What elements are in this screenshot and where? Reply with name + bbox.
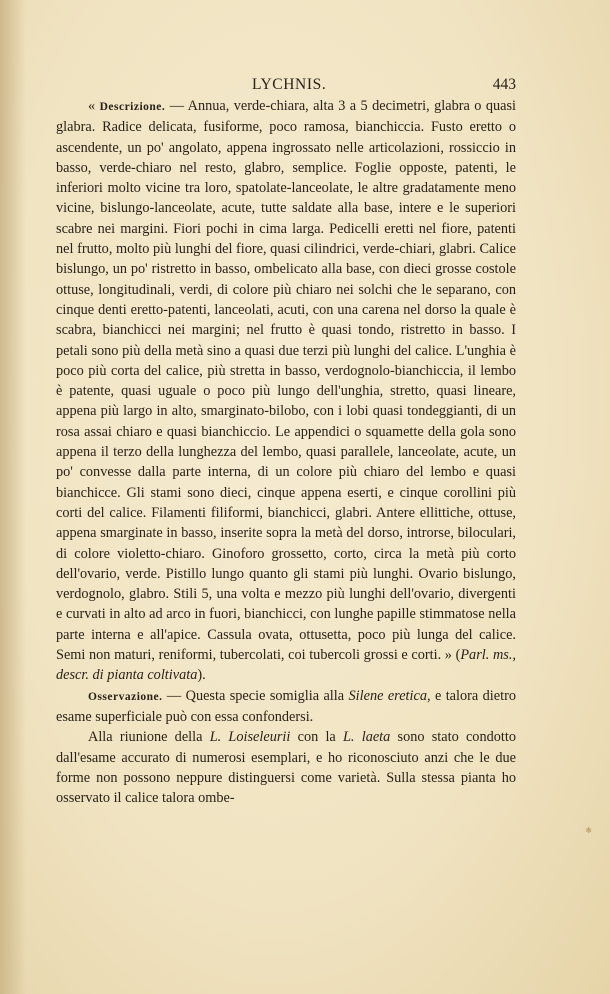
running-title: LYCHNIS. <box>252 76 327 93</box>
description-paragraph <box>56 96 516 686</box>
page-gutter-shadow <box>0 0 26 994</box>
open-quote: « <box>88 98 100 114</box>
remarks-text-1: Alla riunione della <box>88 729 210 746</box>
remarks-text-2: con la <box>290 729 343 746</box>
citation: Parl. ms., descr. di pianta coltivata <box>56 647 516 684</box>
ink-stain-mark: ✱ <box>585 826 592 835</box>
page-number: 443 <box>492 76 516 93</box>
observation-text-1: — Questa specie somiglia alla <box>162 687 349 704</box>
observation-paragraph <box>56 686 516 728</box>
observation-species: Silene eretica <box>348 687 427 704</box>
page-header <box>56 76 516 96</box>
observation-text-2: , e talora dietro esame superficiale può con essa confondersi. <box>56 687 516 725</box>
body-text <box>56 96 516 808</box>
observation-label: Osservazione. <box>88 690 163 703</box>
description-text: — Annua, verde-chiara, alta 3 a 5 decimetri, glabra o quasi glabra. Radice delicata, fusiforme, poco ramosa, bianchiccia. Fusto eretto o ascendente, un po' angolato, appena ingrossato nelle articolazioni, rossiccio in basso, verde-chiaro nel resto, glabro, semplice. Foglie opposte, patenti, le inferiori molto vicine tra loro, spatolate-lanceolate, le altre gradatamente meno vicine, bislungo-lanceolate, acute, tutte saldate alla base, intere e le superiori scabre nei margini. Fiori pochi in cima larga. Pedicelli eretti nel fiore, patenti nel frutto, molto più lunghi del fiore, quasi cilindrici, verde-chiari, glabri. Calice bislungo, un po' ristretto in basso, ombelicato alla base, con dieci grosse costole ottuse, longitudinali, verdi, di colore più chiaro nei solchi che le separano, con cinque denti eretto-patenti, lanceolati, acuti, con una carena nel dorso la quale è scabra, bianchicci nei margini; nel frutto è quasi tondo, ristretto in basso. I petali sono più della metà sino a quasi due terzi più lunghi del calice. L'unghia è poco più corta del calice, più stretta in basso, verdognolo-bianchiccia, il lembo è patente, quasi uguale o poco più lungo dell'unghia, stretto, quasi lineare, appena più largo in alto, smarginato-bilobo, con i lobi quasi tondeggianti, di un rosa assai chiaro e quasi bianchiccio. Le appendici o squamette della gola sono appena il terzo della lunghezza del lembo, quasi parallele, lanceolate, acute, un po' convesse dalla parte interna, di un colore più chiaro del lembo e quasi bianchicce. Gli stami sono dieci, cinque appena eserti, e cinque corollini più corti del calice. Filamenti filiformi, bianchicci, glabri. Antere ellittiche, ottuse, appena smarginate in basso, inserite sopra la metà del dorso, introrse, biloculari, di colore violetto-chiaro. Ginoforo grossetto, corto, circa la metà più corto dell'ovario, verde. Pistillo lungo quanto gli stami più lunghi. Ovario bislungo, verdognolo, glabro. Stili 5, una volta e mezzo più lunghi dell'ovario, divergenti e curvati in alto ad arco in fuori, bianchicci, con lunghe papille stimmatose nella parte interna e all'apice. Cassula ovata, ottusetta, poco più lunga del calice. Semi non maturi, reniformi, tubercolati, coi tubercoli grossi e corti. » ( <box>56 98 516 664</box>
description-close: ). <box>197 667 206 684</box>
description-label: Descrizione. <box>99 101 166 113</box>
remarks-text-3: sono stato condotto dall'esame accurato di numerosi esemplari, e ho riconosciuto anzi che le due forme non possono neppure distinguersi come varietà. Sulla stessa pianta ho osservato il calice talora ombe- <box>56 729 516 807</box>
remarks-paragraph <box>56 727 516 808</box>
remarks-species-1: L. Loiseleurii <box>209 729 291 746</box>
remarks-species-2: L. laeta <box>342 729 391 746</box>
